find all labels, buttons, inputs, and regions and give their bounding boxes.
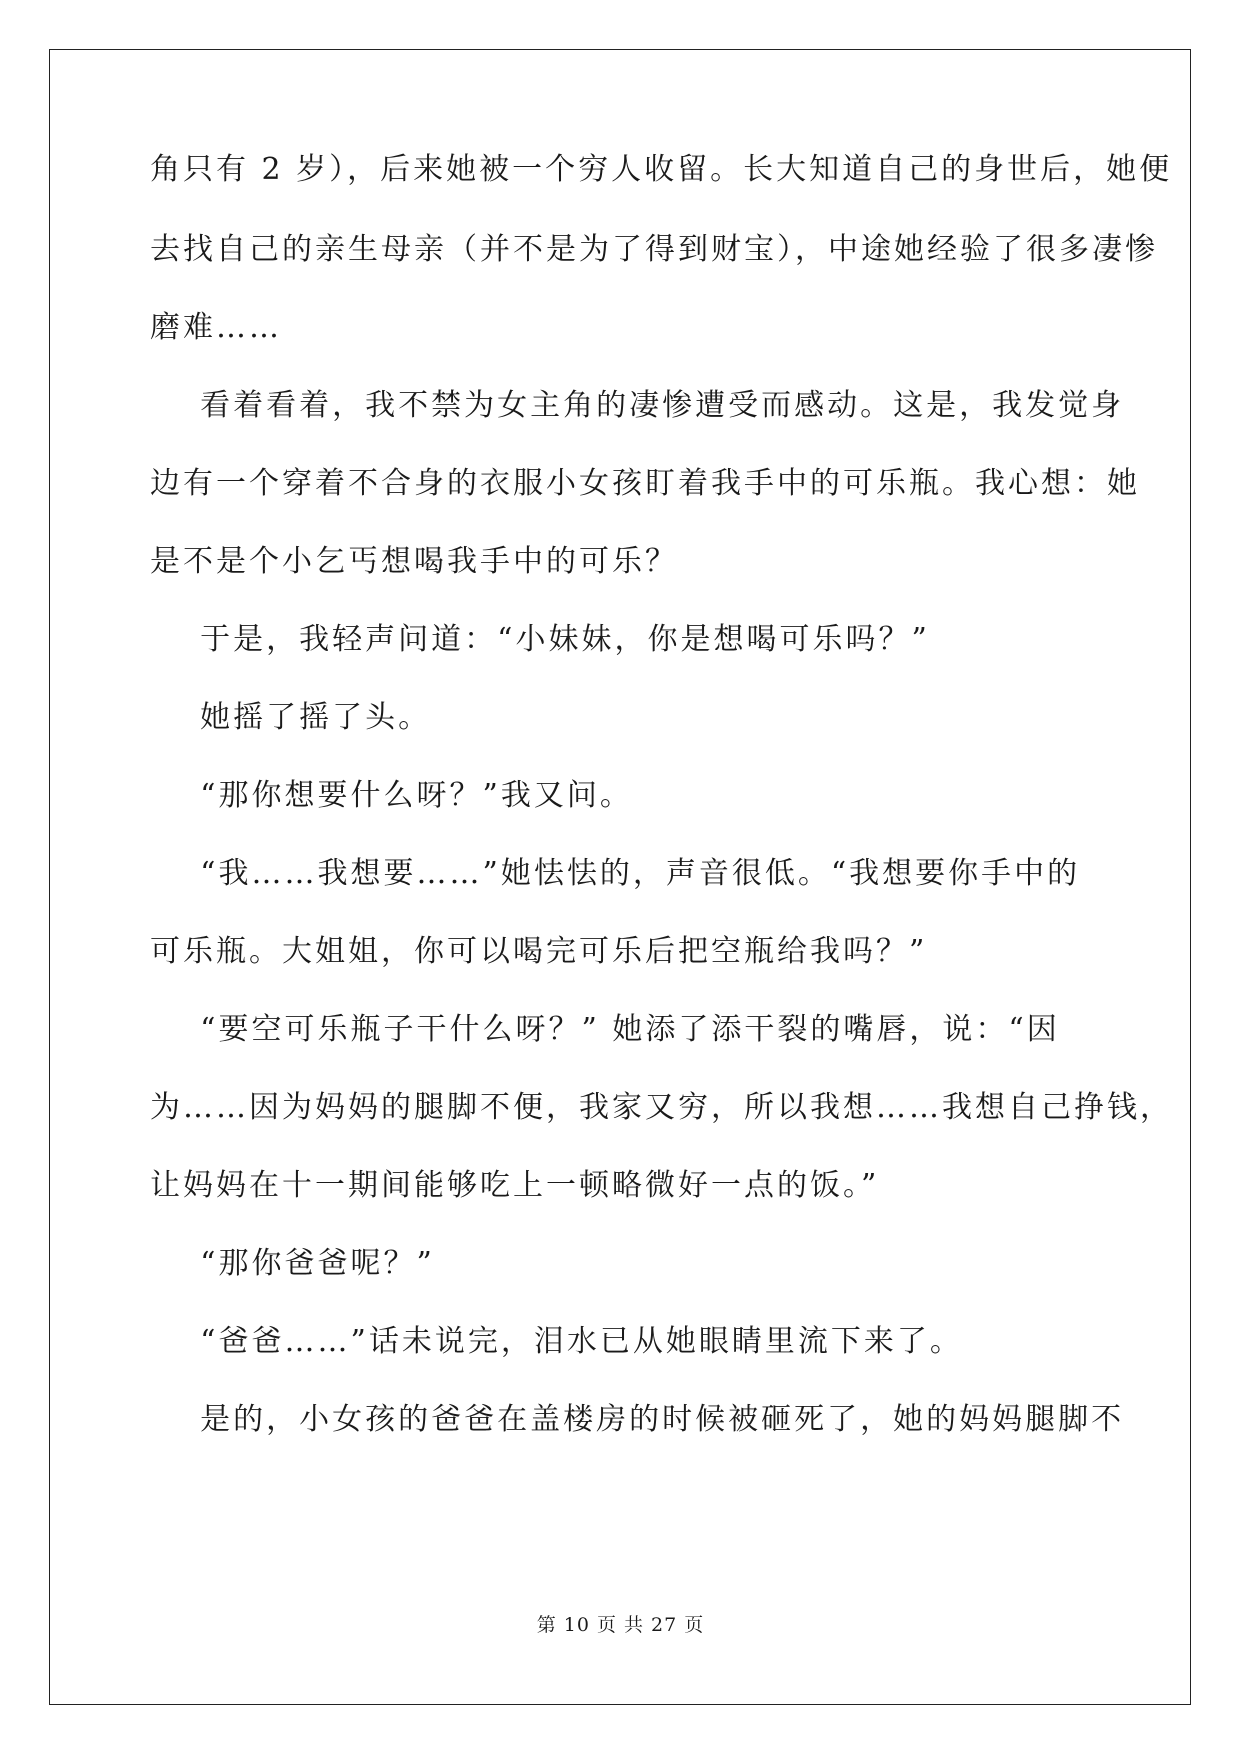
text-line: “我……我想要……”她怯怯的，声音很低。“我想要你手中的 <box>150 856 1081 891</box>
text-line: 让妈妈在十一期间能够吃上一顿略微好一点的饭。” <box>150 1168 880 1203</box>
text-line: 是不是个小乞丐想喝我手中的可乐？ <box>150 544 678 579</box>
page-number: 第 10 页 共 27 页 <box>536 1614 705 1636</box>
text-line: 去找自己的亲生母亲（并不是为了得到财宝），中途她经验了很多凄惨 <box>150 232 1158 267</box>
text-line: 为……因为妈妈的腿脚不便，我家又穷，所以我想……我想自己挣钱， <box>150 1090 1173 1125</box>
text-line: 可乐瓶。大姐姐，你可以喝完可乐后把空瓶给我吗？” <box>150 934 928 969</box>
text-line: “爸爸……”话未说完，泪水已从她眼睛里流下来了。 <box>150 1324 963 1359</box>
text-line: “那你爸爸呢？” <box>150 1246 435 1281</box>
text-line: 磨难…… <box>150 310 282 345</box>
text-line: 于是，我轻声问道：“小妹妹，你是想喝可乐吗？” <box>150 622 930 657</box>
text-line: 边有一个穿着不合身的衣服小女孩盯着我手中的可乐瓶。我心想：她 <box>150 466 1140 501</box>
text-line: 她摇了摇了头。 <box>150 700 432 735</box>
text-line: 看着看着，我不禁为女主角的凄惨遭受而感动。这是，我发觉身 <box>150 388 1125 423</box>
text-line: “要空可乐瓶子干什么呀？” 她添了添干裂的嘴唇，说：“因 <box>150 1012 1060 1047</box>
text-line: 是的，小女孩的爸爸在盖楼房的时候被砸死了，她的妈妈腿脚不 <box>150 1402 1125 1437</box>
text-line: 角只有 2 岁），后来她被一个穷人收留。长大知道自己的身世后，她便 <box>150 152 1173 187</box>
text-line: “那你想要什么呀？”我又问。 <box>150 778 633 813</box>
